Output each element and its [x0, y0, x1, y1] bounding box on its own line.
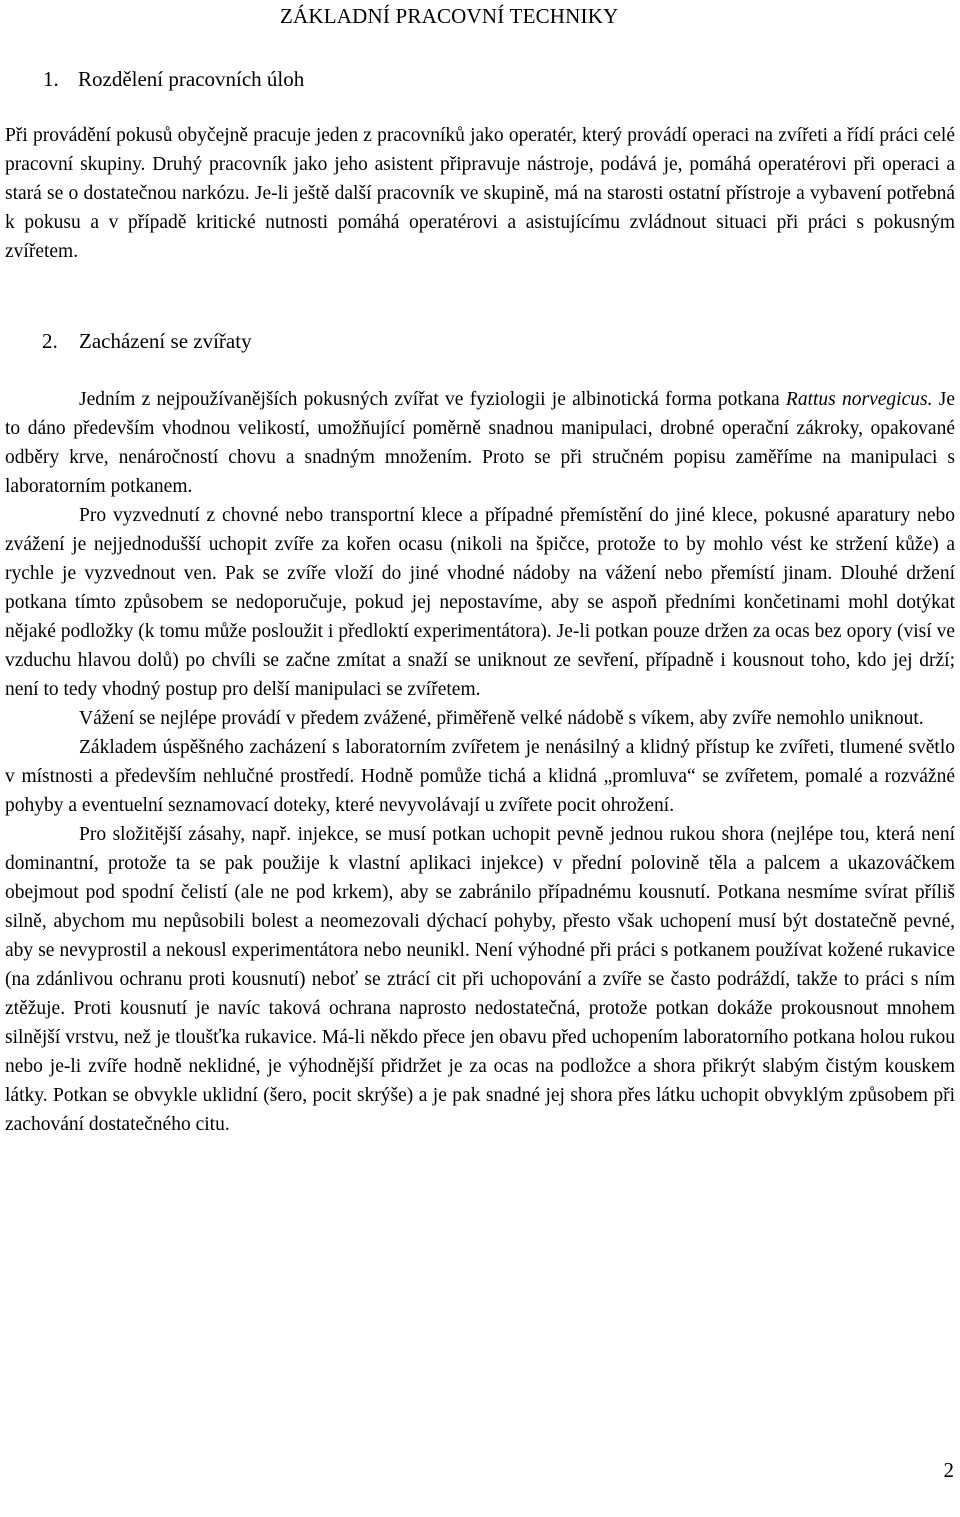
intro-text: Jedním z nejpoužívanějších pokusných zvířat ve fyziologii je albinotická forma potkana	[79, 389, 786, 410]
species-name: Rattus norvegicus.	[785, 389, 933, 410]
section-2-heading	[42, 327, 252, 355]
intro-text-continued: Je to dáno především vhodnou velikostí, umožňující poměrně snadnou manipulaci, drobné operační zákroky, opakované odběry krve, nenáročností chovu a snadným množením. Proto se při stručném popisu zaměříme na manipulaci s laboratorním potkanem.	[5, 389, 956, 497]
section-2-number: 2.	[42, 329, 58, 353]
section-2-intro-paragraph	[5, 385, 955, 501]
page-number: 2	[943, 1458, 954, 1482]
section-1-body	[5, 121, 955, 266]
document-title: ZÁKLADNÍ PRACOVNÍ TECHNIKY	[280, 4, 619, 28]
section-2-paragraph-weighing: Vážení se nejlépe provádí v předem zvážené, přiměřeně velké nádobě s víkem, aby zvíře nemohlo uniknout.	[79, 708, 924, 729]
section-2-body	[5, 385, 955, 1139]
section-2-paragraph-restraint: Pro složitější zásahy, např. injekce, se musí potkan uchopit pevně jednou rukou shora (nejlépe tou, která není dominantní, protože ta se pak použije k vlastní aplikaci injekce) v přední polovině těla a palcem a ukazováčkem obejmout pod spodní čelistí (ale ne pod krkem), aby se zabránilo případnému kousnutí. Potkana nesmíme svírat příliš silně, abychom mu nepůsobili bolest a neomezovali dýchací pohyby, přesto však uchopení musí být dostatečně pevné, aby se nevyprostil a nekousl experimentátora nebo neunikl. Není výhodné při práci s potkanem používat kožené rukavice (na zdánlivou ochranu proti kousnutí) neboť se ztrácí cit při uchopování a zvíře se často podráždí, takže to práci s ním ztěžuje. Proti kousnutí je navíc taková ochrana naprosto nedostatečná, protože potkan dokáže prokousnout mnohem silnější vrstvu, než je tloušťka rukavice. Má-li někdo přece jen obavu před uchopením laboratorního potkana holou rukou nebo je-li zvíře hodně neklidné, je výhodnější přidržet je za ocas na podložce a shora přikrýt slabým čistým kouskem látky. Potkan se obvykle uklidní (šero, pocit skrýše) a je pak snadné jej shora přes látku uchopit obvyklým způsobem při zachování dostatečného citu.	[5, 824, 955, 1135]
section-1-number: 1.	[43, 67, 59, 91]
section-1-paragraph: Při provádění pokusů obyčejně pracuje jeden z pracovníků jako operatér, který provádí operaci na zvířeti a řídí práci celé pracovní skupiny. Druhý pracovník jako jeho asistent připravuje nástroje, podává je, pomáhá operatérovi při operaci a stará se o dostatečnou narkózu. Je-li ještě další pracovník ve skupině, má na starosti ostatní přístroje a vybavení potřebná k pokusu a v případě kritické nutnosti pomáhá operatérovi a asistujícímu zvládnout situaci při práci s pokusným zvířetem.	[5, 125, 955, 262]
section-1-heading	[43, 65, 304, 93]
section-2-paragraph-approach: Základem úspěšného zacházení s laboratorním zvířetem je nenásilný a klidný přístup ke zvířeti, tlumené světlo v místnosti a především nehlučné prostředí. Hodně pomůže tichá a klidná „promluva“ se zvířetem, pomalé a rozvážné pohyby a eventuelní seznamovací doteky, které nevyvolávají u zvířete pocit ohrožení.	[5, 737, 955, 816]
section-2-title: Zacházení se zvířaty	[79, 329, 252, 353]
section-1-title: Rozdělení pracovních úloh	[78, 67, 305, 91]
section-2-paragraph-handling: Pro vyzvednutí z chovné nebo transportní klece a případné přemístění do jiné klece, pokusné aparatury nebo zvážení je nejjednodušší uchopit zvíře za kořen ocasu (nikoli na špičce, protože to by mohlo vést ke stržení kůže) a rychle je vyzvednout ven. Pak se zvíře vloží do jiné vhodné nádoby na vážení nebo přemístí jinam. Dlouhé držení potkana tímto způsobem se nedoporučuje, pokud jej nepostavíme, aby se aspoň předními končetinami mohl dotýkat nějaké podložky (k tomu může posloužit i předloktí experimentátora). Je-li potkan pouze držen za ocas bez opory (visí ve vzduchu hlavou dolů) po chvíli se začne zmítat a snaží se uniknout ze sevření, případně i kousnout toho, kdo jej drží; není to tedy vhodný postup pro delší manipulaci se zvířetem.	[5, 505, 955, 700]
